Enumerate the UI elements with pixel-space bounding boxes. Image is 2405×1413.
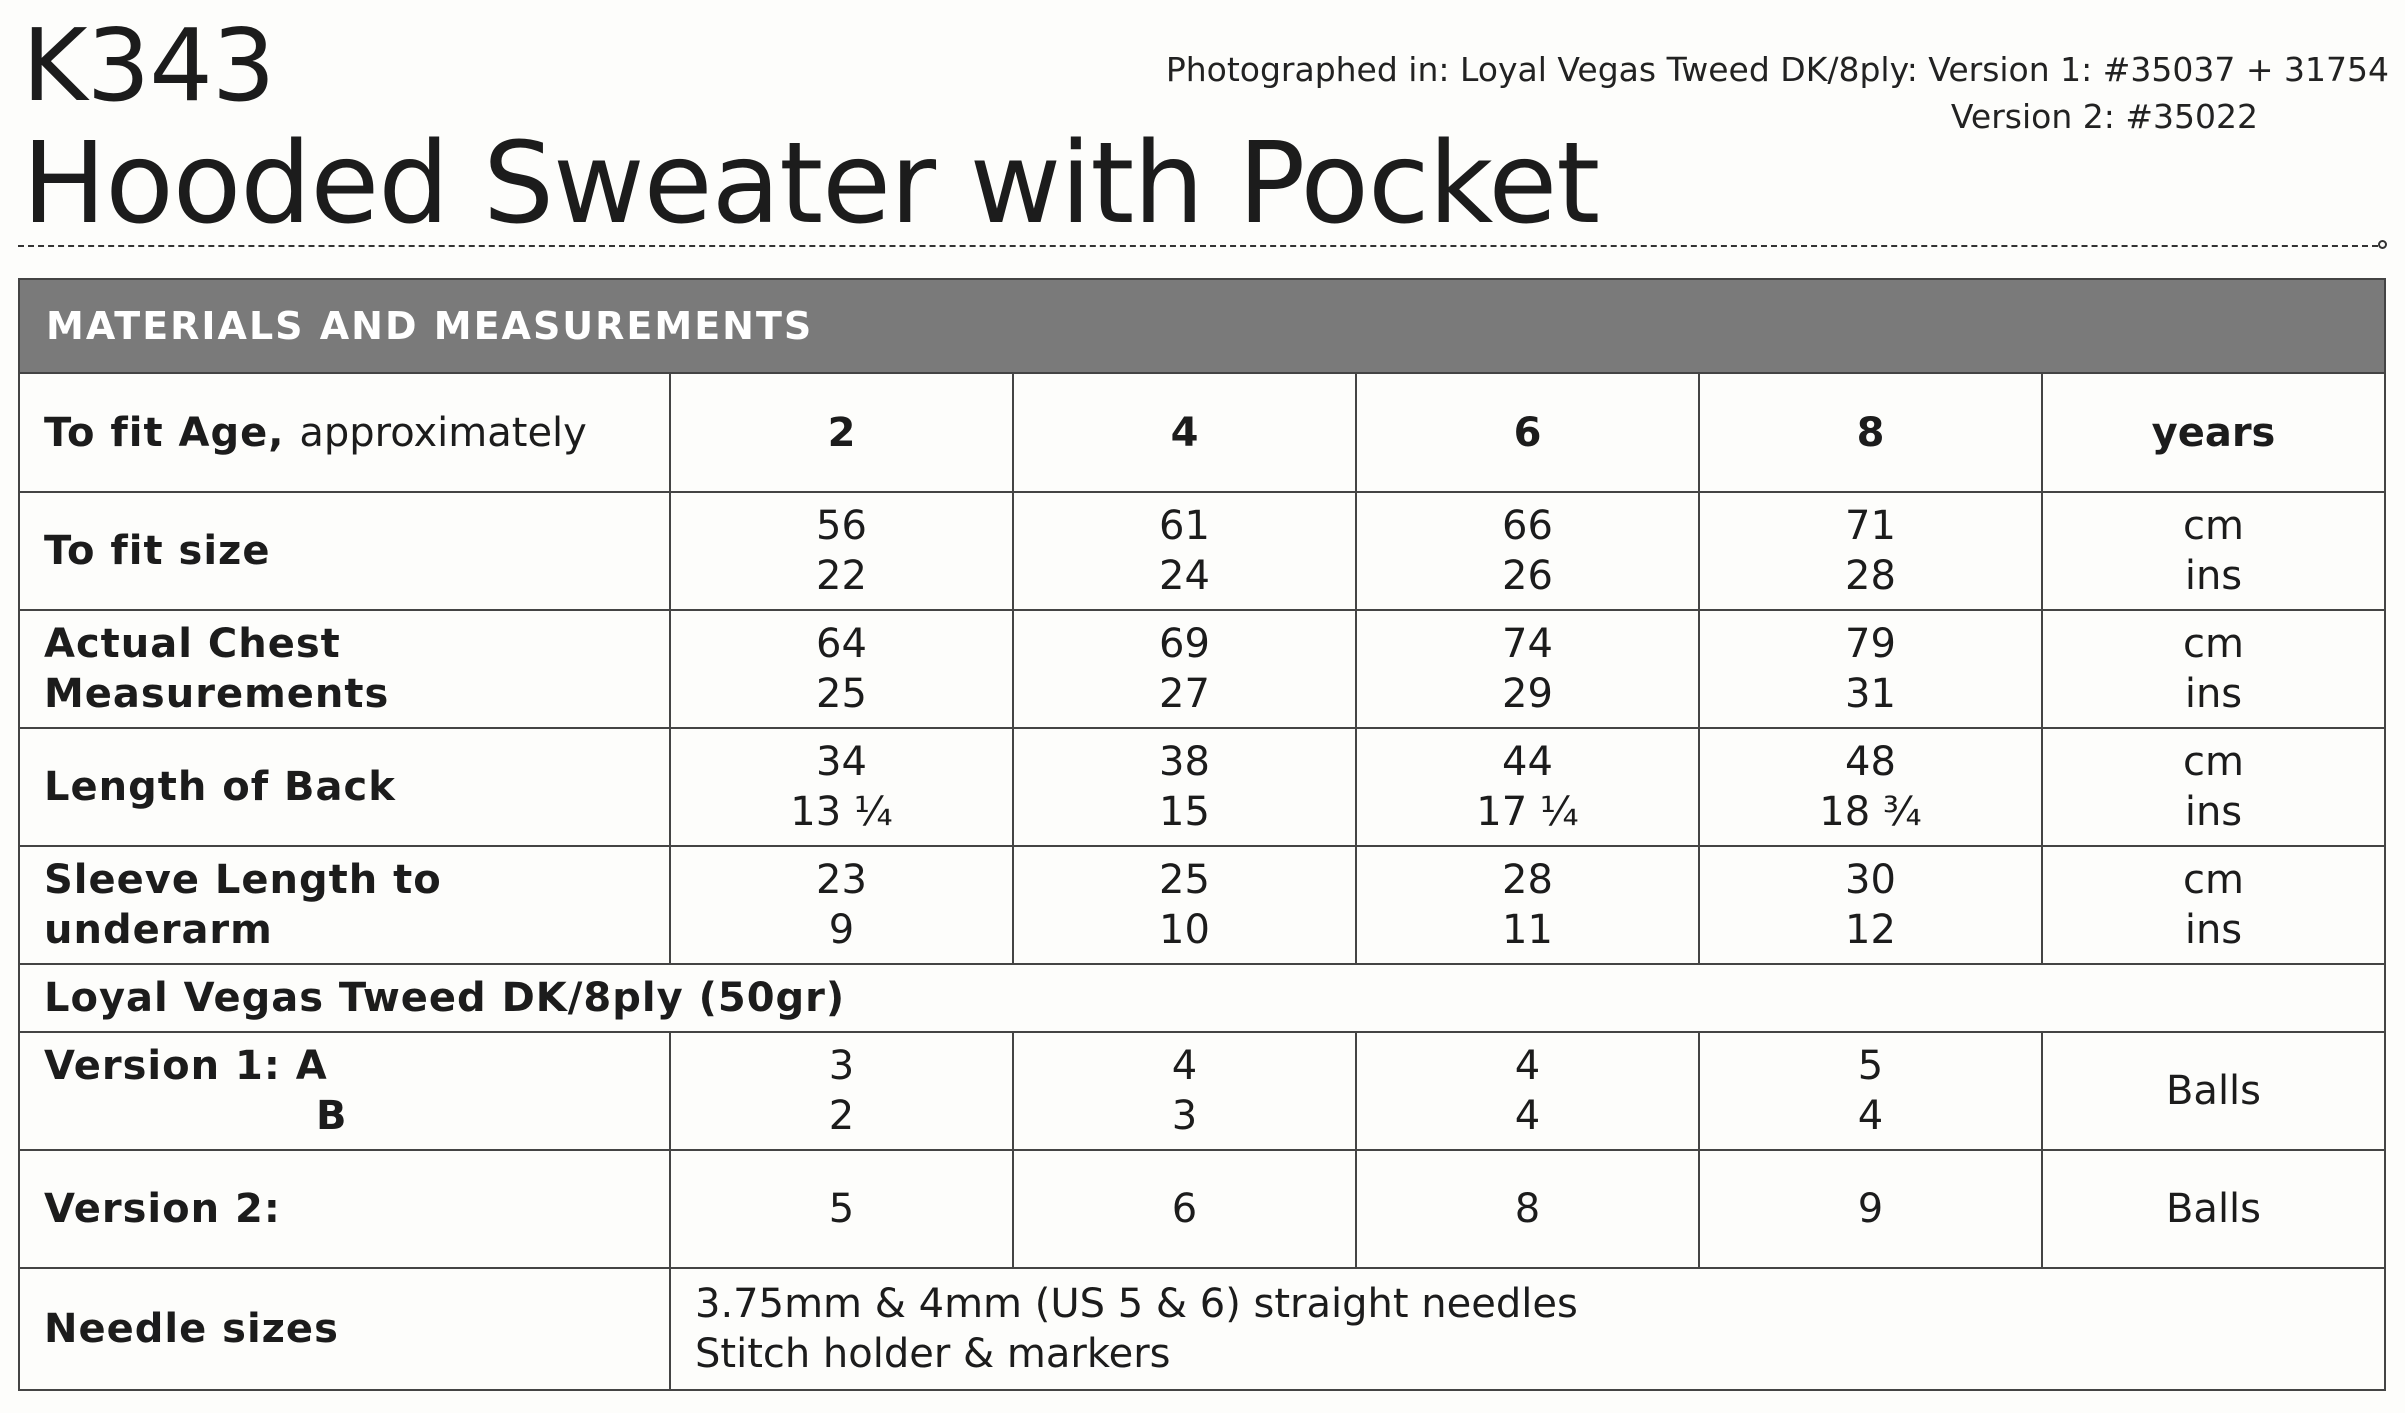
needles-line1: 3.75mm & 4mm (US 5 & 6) straight needles <box>695 1281 1578 1327</box>
version1-label-b: B <box>316 1093 348 1139</box>
fit-size-label: To fit size <box>20 492 670 610</box>
back-length-row <box>20 728 2384 846</box>
ins-value: 22 <box>816 553 867 599</box>
age-label-bold: To fit Age, <box>44 409 285 456</box>
sleeve-cell <box>1699 846 2042 964</box>
chest-cell <box>1013 610 1356 728</box>
chest-label-line1: Actual Chest <box>44 621 341 667</box>
chest-label-line2: Measurements <box>44 671 390 717</box>
back-length-cell <box>670 728 1013 846</box>
cm-value: 71 <box>1845 503 1896 549</box>
cm-value: 48 <box>1845 739 1896 785</box>
ins-value: 25 <box>816 671 867 717</box>
unit-cm: cm <box>2183 503 2244 549</box>
version2-cell: 6 <box>1013 1150 1356 1268</box>
cm-value: 44 <box>1502 739 1553 785</box>
version1-label <box>20 1032 670 1150</box>
cm-value: 56 <box>816 503 867 549</box>
age-label-normal: approximately <box>299 409 587 456</box>
sleeve-label-line2: underarm <box>44 907 273 953</box>
ins-value: 11 <box>1502 907 1553 953</box>
dashed-divider <box>18 245 2378 247</box>
ins-value: 28 <box>1845 553 1896 599</box>
balls-a: 4 <box>1514 1043 1541 1089</box>
cm-value: 23 <box>816 857 867 903</box>
balls-a: 5 <box>1857 1043 1884 1089</box>
sleeve-cell <box>1356 846 1699 964</box>
version2-cell: 8 <box>1356 1150 1699 1268</box>
needles-label: Needle sizes <box>20 1268 670 1389</box>
ins-value: 12 <box>1845 907 1896 953</box>
ins-value: 18 ¾ <box>1819 789 1922 835</box>
cm-value: 79 <box>1845 621 1896 667</box>
chest-row <box>20 610 2384 728</box>
version1-row <box>20 1032 2384 1150</box>
section-heading: MATERIALS AND MEASUREMENTS <box>20 280 2384 374</box>
divider-end-circle <box>2378 240 2387 249</box>
sleeve-cell <box>1013 846 1356 964</box>
yarn-label: Loyal Vegas Tweed DK/8ply (50gr) <box>20 964 2384 1032</box>
materials-panel <box>18 278 2386 1391</box>
chest-cell <box>1699 610 2042 728</box>
unit-cell <box>2042 610 2384 728</box>
cm-value: 64 <box>816 621 867 667</box>
sleeve-row <box>20 846 2384 964</box>
fit-size-cell <box>670 492 1013 610</box>
unit-cell <box>2042 728 2384 846</box>
version2-cell: 5 <box>670 1150 1013 1268</box>
unit-ins: ins <box>2184 789 2243 835</box>
age-row <box>20 374 2384 492</box>
ins-value: 24 <box>1159 553 1210 599</box>
back-length-cell <box>1013 728 1356 846</box>
balls-b: 3 <box>1171 1093 1198 1139</box>
version1-cell <box>670 1032 1013 1150</box>
back-length-cell <box>1699 728 2042 846</box>
ins-value: 9 <box>828 907 855 953</box>
balls-a: 3 <box>828 1043 855 1089</box>
photographed-line-1: Photographed in: Loyal Vegas Tweed DK/8ply: Version 1: #35037 + 31754 <box>1165 50 2389 89</box>
ins-value: 17 ¼ <box>1476 789 1579 835</box>
cm-value: 28 <box>1502 857 1553 903</box>
cm-value: 61 <box>1159 503 1210 549</box>
version2-unit: Balls <box>2042 1150 2384 1268</box>
sleeve-label-line1: Sleeve Length to <box>44 857 442 903</box>
pattern-title: Hooded Sweater with Pocket <box>22 119 1600 249</box>
ins-value: 29 <box>1502 671 1553 717</box>
balls-a: 4 <box>1171 1043 1198 1089</box>
ins-value: 26 <box>1502 553 1553 599</box>
age-label <box>20 374 670 492</box>
age-value: 6 <box>1356 374 1699 492</box>
back-length-label: Length of Back <box>20 728 670 846</box>
needles-line2: Stitch holder & markers <box>695 1331 1171 1377</box>
cm-value: 69 <box>1159 621 1210 667</box>
unit-cm: cm <box>2183 857 2244 903</box>
age-value: 4 <box>1013 374 1356 492</box>
version2-label: Version 2: <box>20 1150 670 1268</box>
fit-size-cell <box>1699 492 2042 610</box>
version2-row <box>20 1150 2384 1268</box>
version1-cell <box>1356 1032 1699 1150</box>
fit-size-cell <box>1356 492 1699 610</box>
version1-label-a: Version 1: A <box>44 1043 328 1089</box>
cm-value: 25 <box>1159 857 1210 903</box>
yarn-row <box>20 964 2384 1032</box>
photographed-in <box>1089 46 2389 140</box>
age-value: 8 <box>1699 374 2042 492</box>
cm-value: 38 <box>1159 739 1210 785</box>
unit-cm: cm <box>2183 739 2244 785</box>
needles-text <box>670 1268 2384 1389</box>
pattern-code: K343 <box>22 7 275 124</box>
unit-ins: ins <box>2184 553 2243 599</box>
needles-row <box>20 1268 2384 1389</box>
age-value: 2 <box>670 374 1013 492</box>
measurements-table <box>20 374 2384 1389</box>
chest-cell <box>1356 610 1699 728</box>
cm-value: 30 <box>1845 857 1896 903</box>
cm-value: 34 <box>816 739 867 785</box>
balls-b: 4 <box>1857 1093 1884 1139</box>
unit-cell <box>2042 492 2384 610</box>
unit-ins: ins <box>2184 907 2243 953</box>
balls-b: 4 <box>1514 1093 1541 1139</box>
cm-value: 66 <box>1502 503 1553 549</box>
balls-b: 2 <box>828 1093 855 1139</box>
ins-value: 27 <box>1159 671 1210 717</box>
photographed-line-2: Version 2: #35022 <box>1950 97 2258 136</box>
back-length-cell <box>1356 728 1699 846</box>
fit-size-cell <box>1013 492 1356 610</box>
sleeve-label <box>20 846 670 964</box>
ins-value: 13 ¼ <box>790 789 893 835</box>
ins-value: 10 <box>1159 907 1210 953</box>
ins-value: 31 <box>1845 671 1896 717</box>
version1-unit: Balls <box>2042 1032 2384 1150</box>
age-unit: years <box>2042 374 2384 492</box>
chest-cell <box>670 610 1013 728</box>
chest-label <box>20 610 670 728</box>
sleeve-cell <box>670 846 1013 964</box>
unit-cm: cm <box>2183 621 2244 667</box>
version1-cell <box>1013 1032 1356 1150</box>
version2-cell: 9 <box>1699 1150 2042 1268</box>
unit-ins: ins <box>2184 671 2243 717</box>
ins-value: 15 <box>1159 789 1210 835</box>
unit-cell <box>2042 846 2384 964</box>
fit-size-row <box>20 492 2384 610</box>
version1-cell <box>1699 1032 2042 1150</box>
cm-value: 74 <box>1502 621 1553 667</box>
